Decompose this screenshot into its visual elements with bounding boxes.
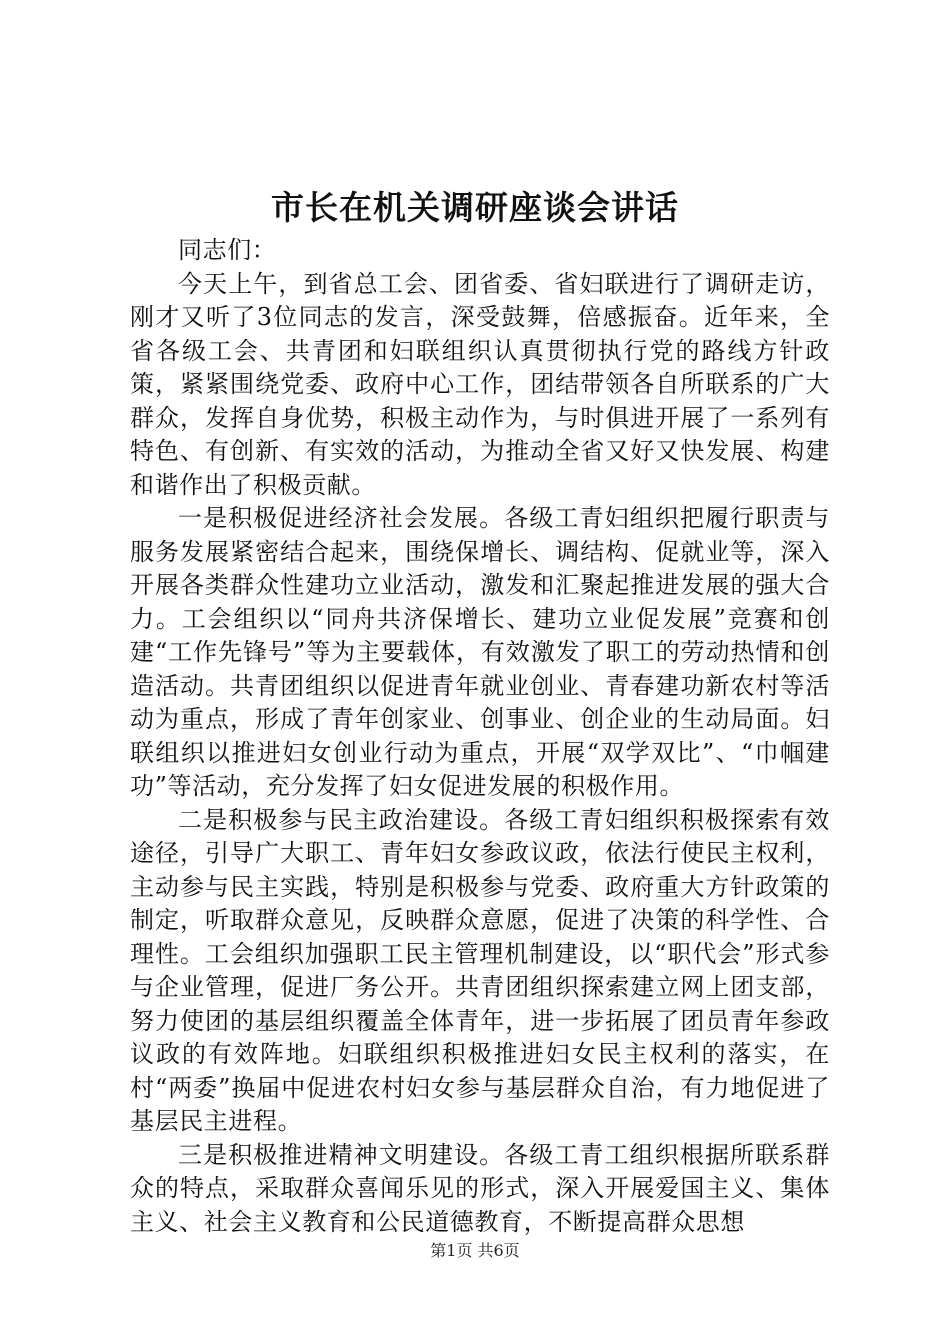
paragraph-civilization: 三是积极推进精神文明建设。各级工青工组织根据所联系群众的特点，采取群众喜闻乐见的形式，深入开展爱国主义、集体主义、社会主义教育和公民道德教育，不断提高群众思想 — [130, 1140, 830, 1236]
document-body — [130, 234, 830, 1239]
salutation: 同志们： — [178, 236, 277, 264]
page-footer: 第1页 共6页 — [430, 1241, 520, 1260]
document-title: 市长在机关调研座谈会讲话 — [271, 188, 679, 227]
paragraph-intro: 今天上午，到省总工会、团省委、省妇联进行了调研走访，刚才又听了3位同志的发言，深受鼓舞，倍感振奋。近年来，全省各级工会、共青团和妇联组织认真贯彻执行党的路线方针政策，紧紧围绕党委、政府中心工作，团结带领各自所联系的广大群众，发挥自身优势，积极主动作为，与时俱进开展了一系列有特色、有创新、有实效的活动，为推动全省又好又快发展、构建和谐作出了积极贡献。 — [130, 269, 830, 499]
paragraph-democracy: 二是积极参与民主政治建设。各级工青妇组织积极探索有效途径，引导广大职工、青年妇女参政议政，依法行使民主权利，主动参与民主实践，特别是积极参与党委、政府重大方针政策的制定，听取群众意见，反映群众意愿，促进了决策的科学性、合理性。工会组织加强职工民主管理机制建设，以“职代会”形式参与企业管理，促进厂务公开。共青团组织探索建立网上团支部，努力使团的基层组织覆盖全体青年，进一步拓展了团员青年参政议政的有效阵地。妇联组织积极推进妇女民主权利的落实，在村“两委”换届中促进农村妇女参与基层群众自治，有力地促进了基层民主进程。 — [130, 805, 830, 1135]
paragraph-economy: 一是积极促进经济社会发展。各级工青妇组织把履行职责与服务发展紧密结合起来，围绕保增长、调结构、促就业等，深入开展各类群众性建功立业活动，激发和汇聚起推进发展的强大合力。工会组织以“同舟共济保增长、建功立业促发展”竞赛和创建“工作先锋号”等为主要载体，有效激发了职工的劳动热情和创造活动。共青团组织以促进青年就业创业、青春建功新农村等活动为重点，形成了青年创家业、创事业、创企业的生动局面。妇联组织以推进妇女创业行动为重点，开展“双学双比”、“巾帼建功”等活动，充分发挥了妇女促进发展的积极作用。 — [130, 504, 830, 800]
